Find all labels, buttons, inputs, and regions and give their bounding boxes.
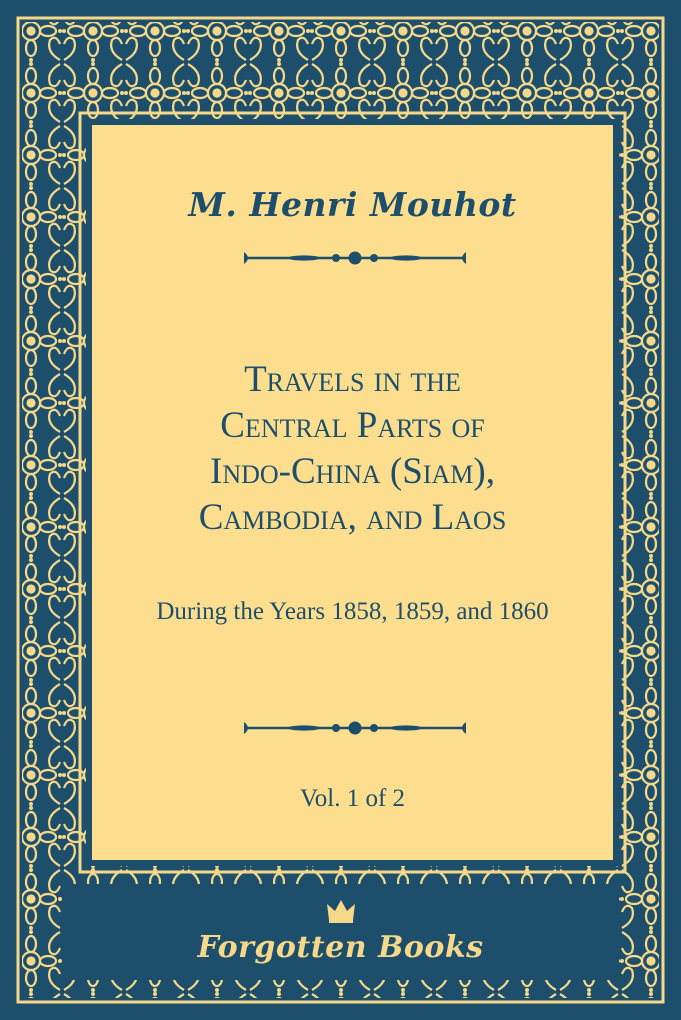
title-line: Central Parts of bbox=[220, 405, 485, 446]
publisher-name: Forgotten Books bbox=[197, 930, 484, 965]
book-subtitle: During the Years 1858, 1859, and 1860 bbox=[156, 598, 549, 625]
title-line: Cambodia, and Laos bbox=[198, 497, 507, 538]
book-title bbox=[92, 357, 613, 541]
crown-icon bbox=[326, 898, 356, 924]
title-panel bbox=[92, 125, 613, 860]
title-line: Indo-China (Siam), bbox=[210, 451, 495, 492]
ornament-rule-middle bbox=[242, 719, 468, 737]
title-line: Travels in the bbox=[244, 359, 461, 400]
volume-label: Vol. 1 of 2 bbox=[299, 785, 406, 812]
author-name: M. Henri Mouhot bbox=[188, 185, 517, 224]
ornament-rule-top bbox=[242, 249, 468, 267]
